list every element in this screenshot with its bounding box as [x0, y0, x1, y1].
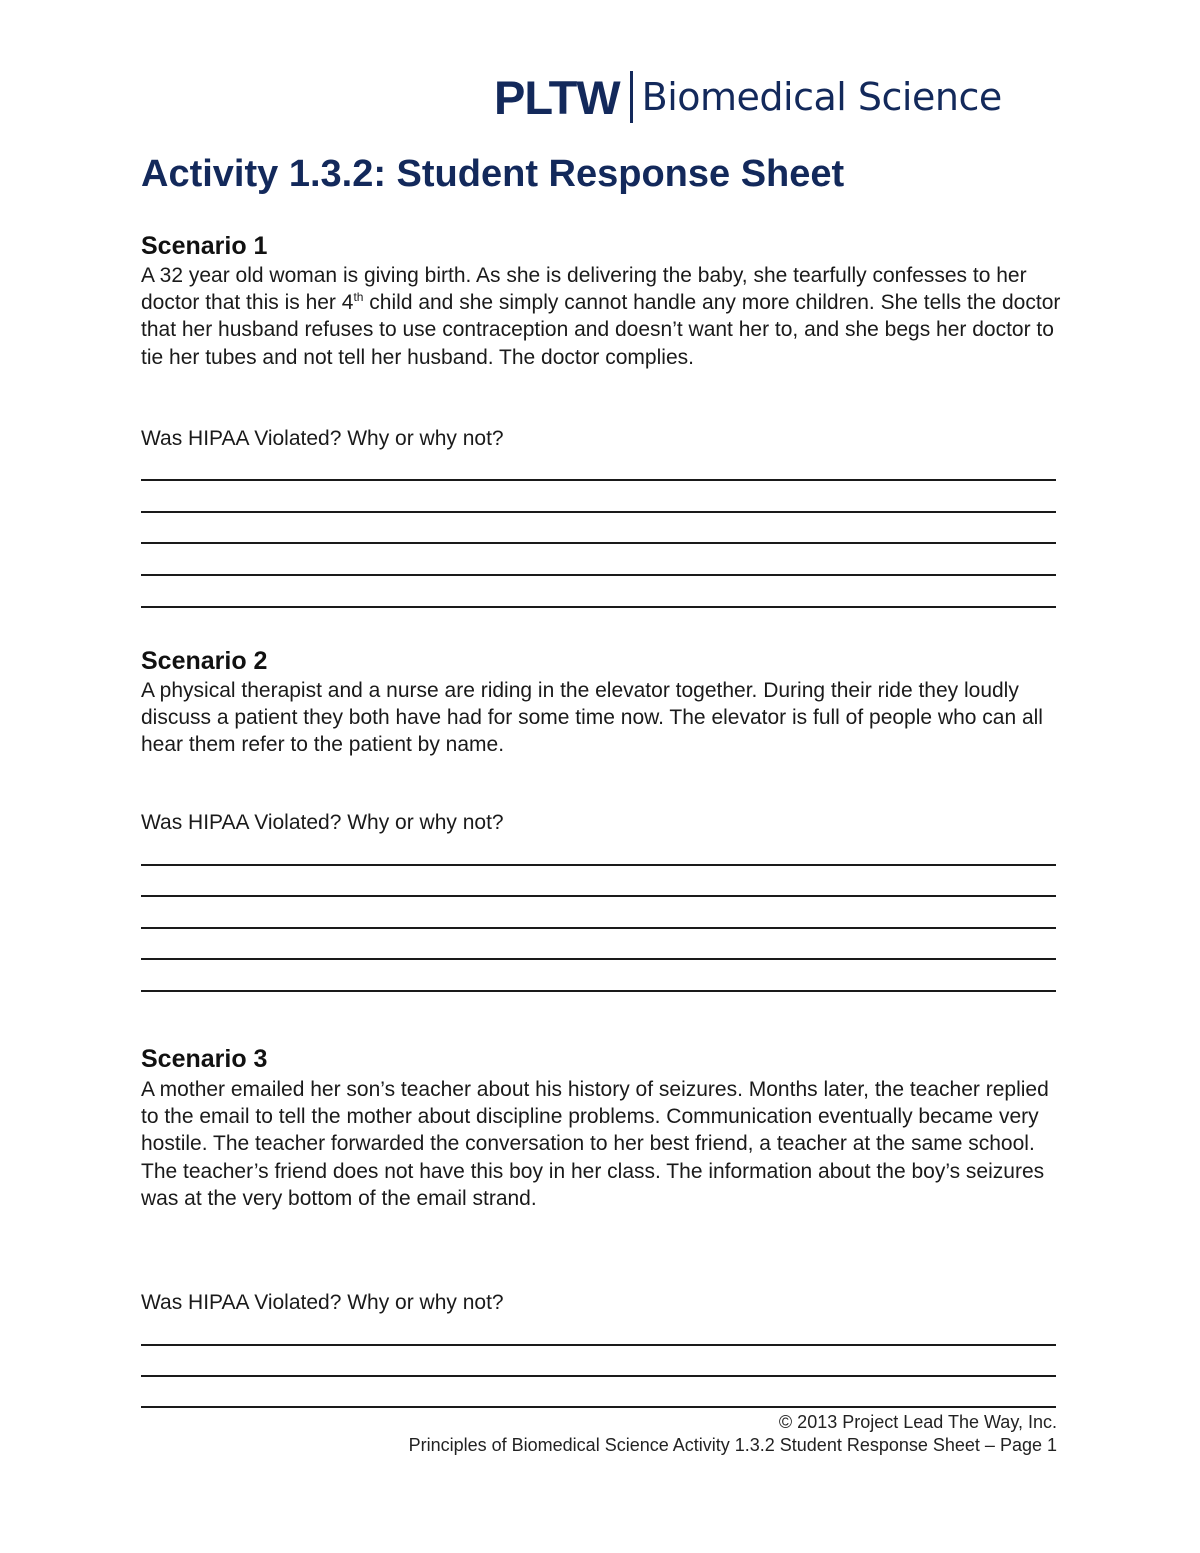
scenario-1-ordinal-suffix: th [353, 290, 364, 305]
footer-page-info: Principles of Biomedical Science Activity 1.3.2 Student Response Sheet – Page 1 [408, 1435, 1057, 1455]
scenario-3-answer-line[interactable] [141, 1406, 1056, 1408]
scenario-2-question: Was HIPAA Violated? Why or why not? [141, 811, 504, 834]
scenario-1-answer-line[interactable] [141, 479, 1056, 481]
scenario-1-question: Was HIPAA Violated? Why or why not? [141, 427, 504, 450]
scenario-2-answer-line[interactable] [141, 958, 1056, 960]
scenario-2-answer-line[interactable] [141, 895, 1056, 897]
logo-text: Biomedical Science [641, 75, 1002, 119]
scenario-1-body-part2: child and she simply cannot handle any more children. She tells the doctor that her husband refuses to use contraception and doesn’t want her to, and she begs her doctor to tie her tubes and not tell her husband. The doctor complies. [141, 291, 1061, 369]
scenario-2-answer-line[interactable] [141, 990, 1056, 992]
page-title: Activity 1.3.2: Student Response Sheet [141, 153, 845, 195]
scenario-1-body-part1: A 32 year old woman is giving birth. As she is delivering the baby, she tearfully confesses to her doctor that this is her 4 [141, 264, 1027, 315]
scenario-1-answer-line[interactable] [141, 511, 1056, 513]
scenario-1-heading: Scenario 1 [141, 232, 268, 260]
logo-mark: PLTW [494, 70, 620, 124]
logo-divider [630, 71, 633, 123]
pltw-logo [494, 70, 1002, 124]
scenario-2-answer-line[interactable] [141, 864, 1056, 866]
scenario-1-answer-line[interactable] [141, 574, 1056, 576]
scenario-1-answer-line[interactable] [141, 542, 1056, 544]
scenario-3-heading: Scenario 3 [141, 1045, 268, 1073]
footer-copyright: © 2013 Project Lead The Way, Inc. [778, 1412, 1057, 1432]
scenario-3-answer-line[interactable] [141, 1375, 1056, 1377]
scenario-2-heading: Scenario 2 [141, 647, 268, 675]
scenario-1-body [141, 262, 1071, 371]
scenario-3-body: A mother emailed her son’s teacher about his history of seizures. Months later, the teacher replied to the email to tell the mother about discipline problems. Communication eventually became very hostile. The teacher forwarded the conversation to her best friend, a teacher at the same school. The teacher’s friend does not have this boy in her class. The information about the boy’s seizures was at the very bottom of the email strand. [141, 1078, 1049, 1210]
scenario-1-answer-line[interactable] [141, 606, 1056, 608]
scenario-2-answer-line[interactable] [141, 927, 1056, 929]
scenario-2-body: A physical therapist and a nurse are riding in the elevator together. During their ride they loudly discuss a patient they both have had for some time now. The elevator is full of people who can all hear them refer to the patient by name. [141, 679, 1043, 757]
scenario-3-answer-line[interactable] [141, 1344, 1056, 1346]
scenario-3-question: Was HIPAA Violated? Why or why not? [141, 1291, 504, 1314]
